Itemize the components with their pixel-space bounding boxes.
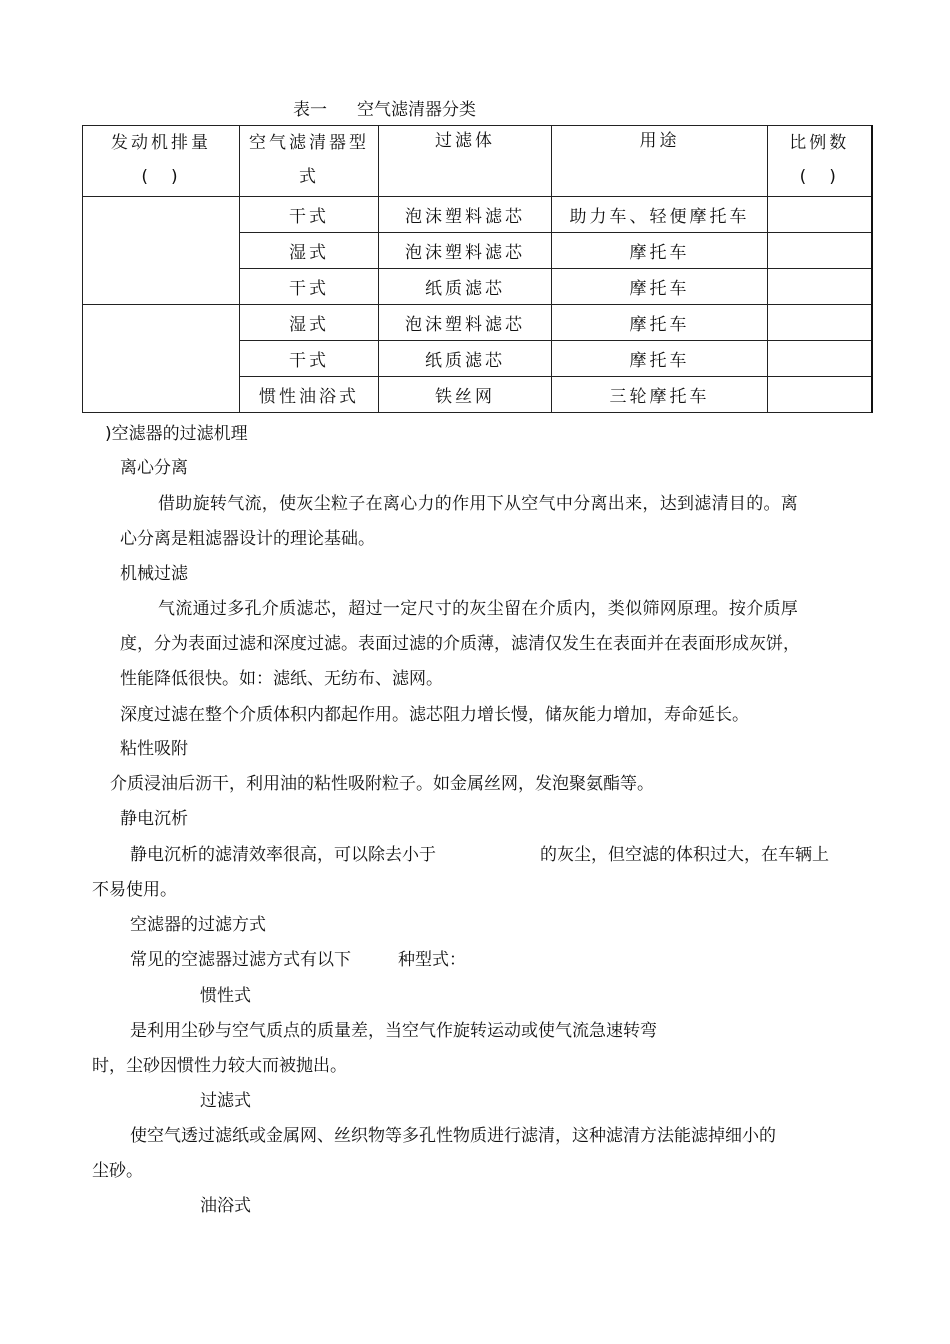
paragraph-centrifugal-line1: 借助旋转气流，使灰尘粒子在离心力的作用下从空气中分离出来，达到滤清目的。离 xyxy=(158,494,799,514)
element-cell: 铁丝网 xyxy=(379,377,552,413)
use-cell: 三轮摩托车 xyxy=(552,377,768,413)
element-cell: 泡沫塑料滤芯 xyxy=(379,305,552,341)
table-row xyxy=(83,305,872,341)
paragraph-electrostatic-line2: 不易使用。 xyxy=(92,880,177,900)
use-cell: 摩托车 xyxy=(552,233,768,269)
heading-electrostatic: 静电沉析 xyxy=(120,809,188,829)
heading-mechanical: 机械过滤 xyxy=(120,564,188,584)
header-type xyxy=(240,126,379,197)
header-element: 过滤体 xyxy=(379,126,552,197)
paragraph-inertial-line1: 是利用尘砂与空气质点的质量差，当空气作旋转运动或使气流急速转弯 xyxy=(130,1021,657,1041)
ratio-cell xyxy=(768,305,872,341)
table-row xyxy=(83,197,872,233)
table-header-row xyxy=(83,126,872,197)
heading-oil-bath: 油浴式 xyxy=(200,1196,251,1216)
use-cell: 摩托车 xyxy=(552,341,768,377)
heading-viscous: 粘性吸附 xyxy=(120,739,188,759)
header-displacement-unit: ( ) xyxy=(141,167,181,187)
heading-filtration: 过滤式 xyxy=(200,1091,251,1111)
type-cell: 湿式 xyxy=(240,305,379,341)
section-filter-mechanism: )空滤器的过滤机理 xyxy=(105,424,248,444)
displacement-cell-group2 xyxy=(83,305,240,413)
paragraph-mechanical-line4: 深度过滤在整个介质体积内都起作用。滤芯阻力增长慢，储灰能力增加，寿命延长。 xyxy=(120,705,749,725)
paragraph-mechanical-line1: 气流通过多孔介质滤芯，超过一定尺寸的灰尘留在介质内，类似筛网原理。按介质厚 xyxy=(158,599,799,619)
header-displacement-label: 发动机排量 xyxy=(111,133,211,153)
paragraph-centrifugal-line2: 心分离是粗滤器设计的理论基础。 xyxy=(120,529,375,549)
paragraph-mechanical-line2: 度，分为表面过滤和深度过滤。表面过滤的介质薄，滤清仅发生在表面并在表面形成灰饼， xyxy=(120,634,800,654)
air-filter-classification-table xyxy=(82,125,873,413)
use-cell: 摩托车 xyxy=(552,269,768,305)
heading-centrifugal: 离心分离 xyxy=(120,458,188,478)
ratio-cell xyxy=(768,377,872,413)
paragraph-viscous: 介质浸油后沥干，利用油的粘性吸附粒子。如金属丝网，发泡聚氨酯等。 xyxy=(110,774,654,794)
use-cell: 摩托车 xyxy=(552,305,768,341)
element-cell: 泡沫塑料滤芯 xyxy=(379,197,552,233)
paragraph-methods-b: 种型式： xyxy=(398,950,466,970)
type-cell: 干式 xyxy=(240,197,379,233)
header-ratio-label: 比例数 xyxy=(789,133,850,153)
section-filter-methods: 空滤器的过滤方式 xyxy=(130,915,266,935)
paragraph-electrostatic-line1b: 的灰尘，但空滤的体积过大，在车辆上 xyxy=(540,845,829,865)
header-displacement xyxy=(83,126,240,197)
header-type-line1: 空气滤清器型 xyxy=(249,133,369,153)
caption-title: 空气滤清器分类 xyxy=(357,100,476,120)
heading-inertial: 惯性式 xyxy=(200,986,251,1006)
header-type-line2: 式 xyxy=(299,167,319,187)
displacement-cell-group1 xyxy=(83,197,240,305)
paragraph-methods-a: 常见的空滤器过滤方式有以下 xyxy=(130,950,351,970)
type-cell: 干式 xyxy=(240,341,379,377)
paragraph-mechanical-line3: 性能降低很快。如：滤纸、无纺布、滤网。 xyxy=(120,669,443,689)
paragraph-filtration-line2: 尘砂。 xyxy=(92,1161,143,1181)
header-ratio-unit: ( ) xyxy=(799,167,839,187)
type-cell: 干式 xyxy=(240,269,379,305)
ratio-cell xyxy=(768,341,872,377)
paragraph-inertial-line2: 时，尘砂因惯性力较大而被抛出。 xyxy=(92,1056,347,1076)
caption-label: 表一 xyxy=(293,100,327,120)
header-use: 用途 xyxy=(552,126,768,197)
type-cell: 湿式 xyxy=(240,233,379,269)
ratio-cell xyxy=(768,197,872,233)
type-cell: 惯性油浴式 xyxy=(240,377,379,413)
element-cell: 纸质滤芯 xyxy=(379,341,552,377)
element-cell: 纸质滤芯 xyxy=(379,269,552,305)
paragraph-filtration-line1: 使空气透过滤纸或金属网、丝织物等多孔性物质进行滤清，这种滤清方法能滤掉细小的 xyxy=(130,1126,776,1146)
paragraph-electrostatic-line1a: 静电沉析的滤清效率很高，可以除去小于 xyxy=(130,845,436,865)
element-cell: 泡沫塑料滤芯 xyxy=(379,233,552,269)
use-cell: 助力车、轻便摩托车 xyxy=(552,197,768,233)
ratio-cell xyxy=(768,233,872,269)
header-ratio xyxy=(768,126,872,197)
ratio-cell xyxy=(768,269,872,305)
table-caption xyxy=(293,100,476,120)
